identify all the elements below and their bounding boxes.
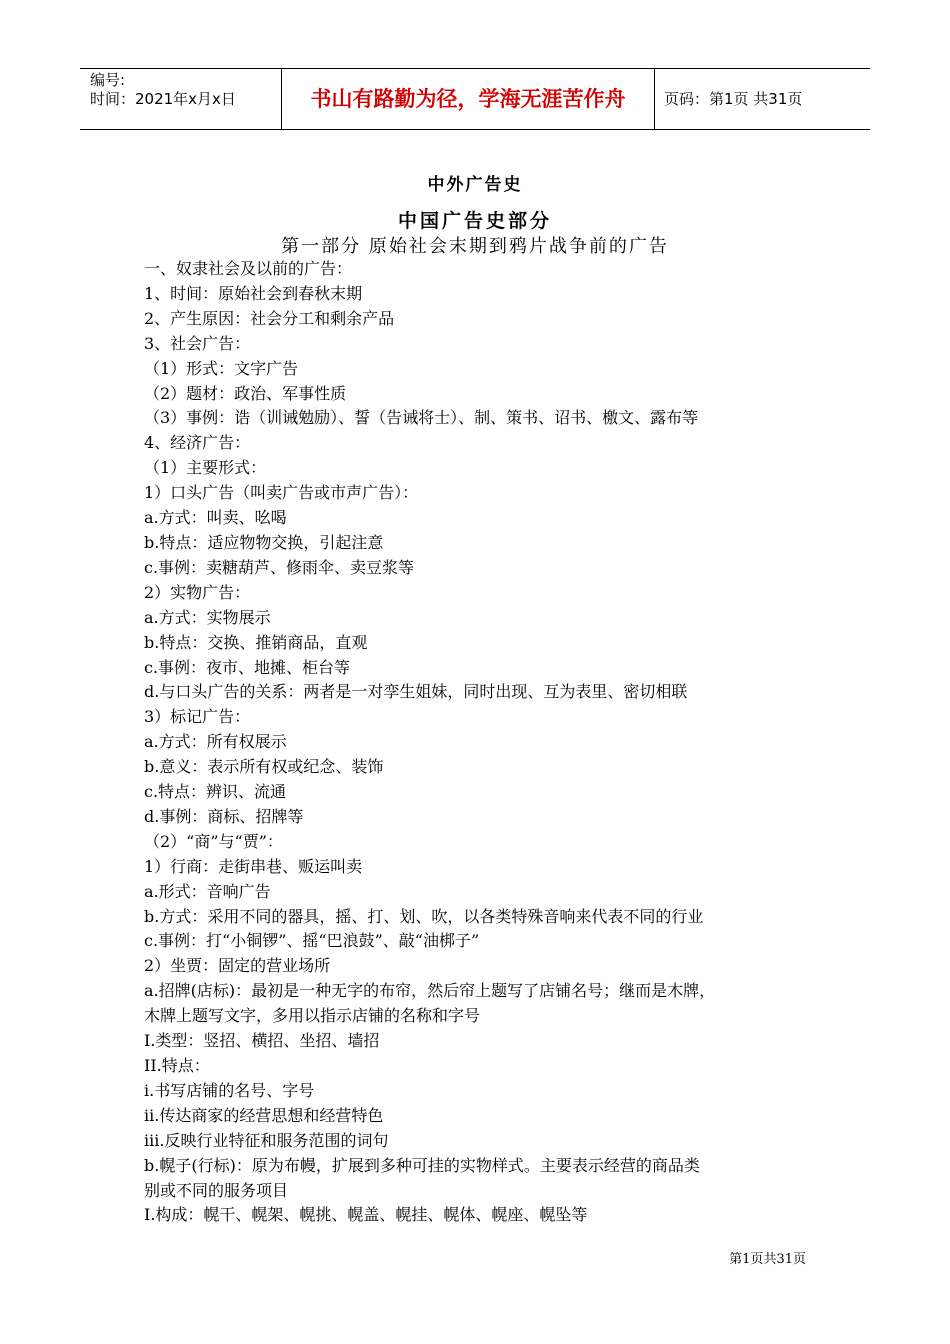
part-title: 第一部分 原始社会末期到鸦片战争前的广告 <box>281 236 669 257</box>
text-line: 别或不同的服务项目 <box>144 1180 289 1200</box>
text-line: 1、时间：原始社会到春秋末期 <box>144 283 363 303</box>
text-line: （3）事例：诰（训诫勉励）、誓（告诫将士）、制、策书、诏书、檄文、露布等 <box>144 408 699 428</box>
text-line: （1）形式：文字广告 <box>144 358 299 378</box>
date-line: 时间：2021年x月x日 <box>90 90 236 108</box>
text-line: 3、社会广告： <box>144 333 251 353</box>
text-line: c.事例：夜市、地摊、柜台等 <box>144 657 351 677</box>
header-motto: 书山有路勤为径，学海无涯苦作舟 <box>310 87 626 111</box>
header-meta <box>90 71 280 109</box>
text-line: ii.传达商家的经营思想和经营特色 <box>144 1105 384 1125</box>
text-line: 2）坐贾：固定的营业场所 <box>144 956 331 976</box>
text-line: a.方式：叫卖、吆喝 <box>144 508 287 528</box>
text-line: （1）主要形式： <box>144 458 267 478</box>
document-body <box>144 257 824 1228</box>
text-line: I.构成：幌干、幌架、幌挑、幌盖、幌挂、幌体、幌座、幌坠等 <box>144 1205 588 1225</box>
text-line: c.特点：辨识、流通 <box>144 782 287 802</box>
footer-page-number: 第1页共31页 <box>729 1252 806 1267</box>
text-line: （2）题材：政治、军事性质 <box>144 383 347 403</box>
text-line: d.与口头广告的关系：两者是一对孪生姐妹，同时出现、互为表里、密切相联 <box>144 682 688 702</box>
document-header <box>80 68 870 130</box>
text-line: 3）标记广告： <box>144 707 251 727</box>
text-line: 一、奴隶社会及以前的广告： <box>144 259 353 278</box>
text-line: 2、产生原因：社会分工和剩余产品 <box>144 308 395 328</box>
text-line: c.事例：卖糖葫芦、修雨伞、卖豆浆等 <box>144 557 415 577</box>
section-title: 中国广告史部分 <box>397 210 552 232</box>
text-line: 1）行商：走街串巷、贩运叫卖 <box>144 856 363 876</box>
header-divider <box>654 69 655 129</box>
text-line: b.特点：适应物物交换，引起注意 <box>144 532 384 552</box>
header-page-indicator: 页码：第1页 共31页 <box>664 90 803 108</box>
text-line: i.书写店铺的名号、字号 <box>144 1080 315 1100</box>
text-line: b.特点：交换、推销商品，直观 <box>144 632 368 652</box>
text-line: 木牌上题写文字，多用以指示店铺的名称和字号 <box>144 1006 481 1026</box>
text-line: （2）“商”与“贾”： <box>144 831 283 851</box>
text-line: a.方式：所有权展示 <box>144 732 287 752</box>
text-line: b.意义：表示所有权或纪念、装饰 <box>144 757 384 777</box>
text-line: b.方式：采用不同的器具，摇、打、划、吹，以各类特殊音响来代表不同的行业 <box>144 906 704 926</box>
text-line: 4、经济广告： <box>144 433 251 453</box>
text-line: iii.反映行业特征和服务范围的词句 <box>144 1130 389 1150</box>
text-line: 1）口头广告（叫卖广告或市声广告）： <box>144 483 419 503</box>
text-line: 2）实物广告： <box>144 582 251 602</box>
text-line: a.形式：音响广告 <box>144 881 271 901</box>
text-line: b.幌子(行标)：原为布幔，扩展到多种可挂的实物样式。主要表示经营的商品类 <box>144 1155 700 1175</box>
text-line: a.招牌(店标)：最初是一种无字的布帘，然后帘上题写了店铺名号；继而是木牌， <box>144 981 716 1001</box>
text-line: II.特点： <box>144 1056 210 1075</box>
text-line: I.类型：竖招、横招、坐招、墙招 <box>144 1031 380 1051</box>
text-line: a.方式：实物展示 <box>144 607 271 627</box>
text-line: d.事例：商标、招牌等 <box>144 806 304 826</box>
document-title: 中外广告史 <box>427 175 523 195</box>
text-line: c.事例：打“小铜锣”、摇“巴浪鼓”、敲“油梆子” <box>144 931 480 951</box>
serial-number-label: 编号: <box>90 71 126 89</box>
